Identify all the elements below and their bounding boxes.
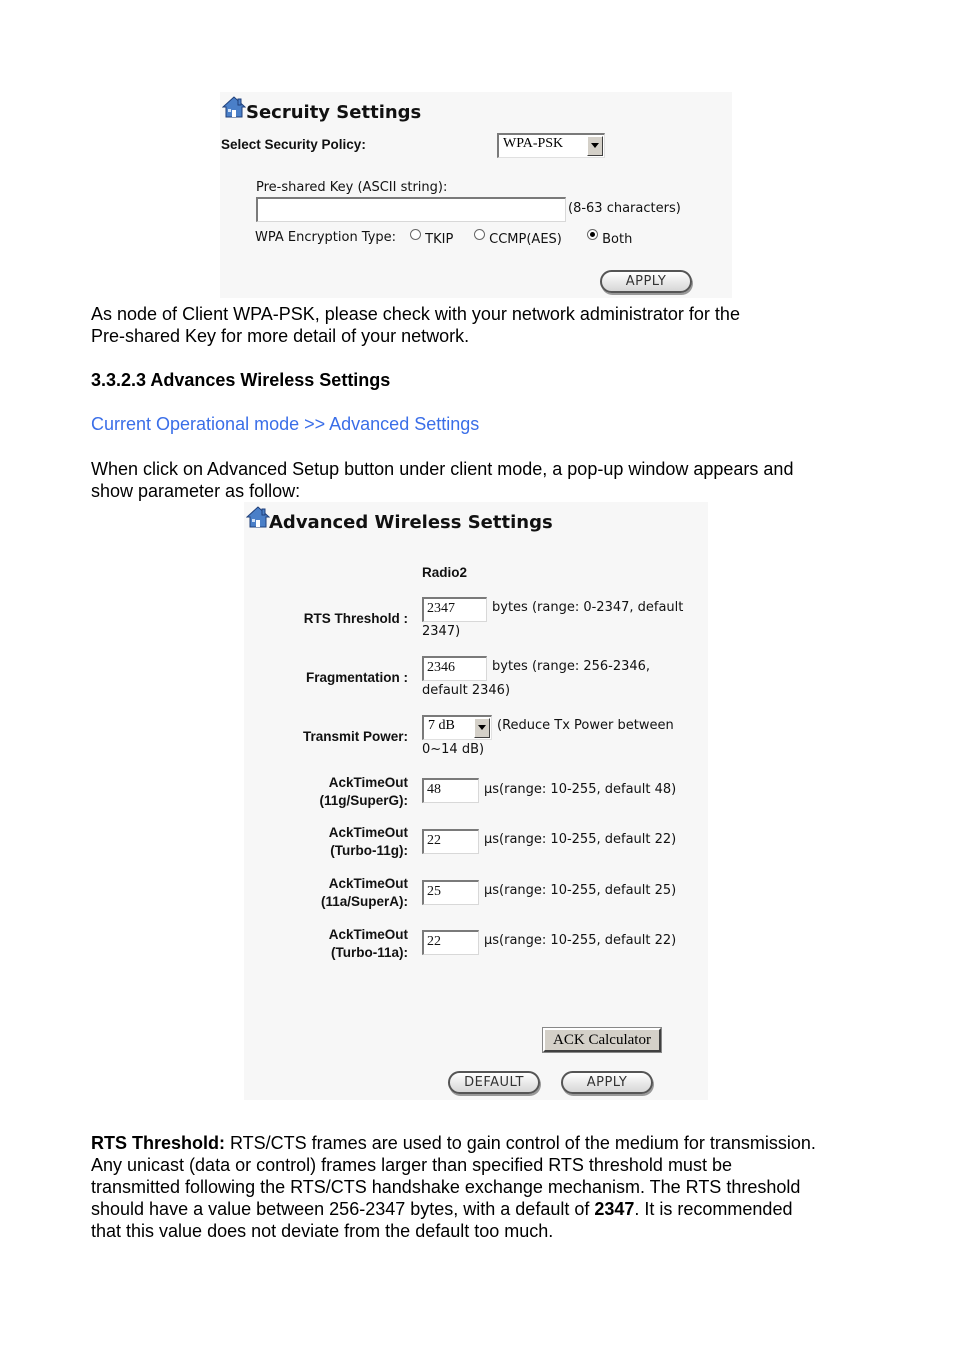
ack-calculator-button[interactable]: ACK Calculator bbox=[543, 1028, 661, 1052]
label-line: (11g/SuperG): bbox=[319, 793, 408, 808]
label-line: (Turbo-11g): bbox=[330, 843, 408, 858]
acktimeout-turbo11a-input[interactable]: 22 bbox=[422, 930, 479, 955]
transmit-power-label: Transmit Power: bbox=[302, 729, 408, 744]
paragraph-line: As node of Client WPA-PSK, please check with your network administrator for the bbox=[91, 304, 740, 324]
paragraph-line bbox=[91, 1132, 891, 1154]
security-settings-panel bbox=[220, 92, 732, 298]
acktimeout-turbo11g-input[interactable]: 22 bbox=[422, 829, 479, 854]
fragmentation-hint-cont: default 2346) bbox=[422, 683, 511, 698]
rts-threshold-paragraph bbox=[91, 1132, 891, 1242]
paragraph-line: that this value does not deviate from the default too much. bbox=[91, 1221, 554, 1241]
section-heading: 3.3.2.3 Advances Wireless Settings bbox=[91, 370, 391, 390]
rts-threshold-hint: bytes (range: 0-2347, default bbox=[492, 600, 684, 615]
paragraph-text: . It is recommended bbox=[634, 1199, 793, 1219]
wpa-psk-paragraph bbox=[91, 303, 871, 347]
acktimeout-11g-input[interactable]: 48 bbox=[422, 778, 479, 803]
label-line: (11a/SuperA): bbox=[320, 894, 408, 909]
label-line: AckTimeOut bbox=[328, 876, 408, 891]
paragraph-line: When click on Advanced Setup button under client mode, a pop-up window appears and bbox=[91, 459, 794, 479]
acktimeout-11a-hint: μs(range: 10-255, default 25) bbox=[484, 883, 677, 898]
radio-column-header: Radio2 bbox=[422, 565, 468, 580]
advanced-intro-paragraph bbox=[91, 458, 871, 502]
encryption-option-ccmp[interactable] bbox=[474, 229, 562, 247]
encryption-option-both[interactable] bbox=[587, 229, 632, 247]
transmit-power-value: 7 dB bbox=[428, 718, 455, 733]
radio-icon[interactable] bbox=[410, 229, 421, 240]
fragmentation-hint: bytes (range: 256-2346, bbox=[492, 659, 651, 674]
encryption-option-label: Both bbox=[602, 232, 633, 247]
nav-path-link[interactable]: Current Operational mode >> Advanced Settings bbox=[91, 414, 480, 434]
chevron-down-icon[interactable] bbox=[587, 136, 603, 156]
acktimeout-11a-input[interactable]: 25 bbox=[422, 880, 479, 905]
psk-hint: (8-63 characters) bbox=[568, 201, 681, 216]
security-policy-select[interactable] bbox=[497, 133, 605, 158]
rts-threshold-input[interactable]: 2347 bbox=[422, 597, 487, 622]
acktimeout-11g-label bbox=[264, 774, 408, 810]
default-button[interactable]: DEFAULT bbox=[448, 1071, 540, 1094]
radio-selected-icon[interactable] bbox=[587, 229, 598, 240]
paragraph-line: show parameter as follow: bbox=[91, 481, 301, 501]
paragraph-line bbox=[91, 1198, 891, 1220]
advanced-wireless-title: Advanced Wireless Settings bbox=[269, 512, 553, 533]
paragraph-line: Any unicast (data or control) frames larger than specified RTS threshold must be bbox=[91, 1155, 732, 1175]
acktimeout-turbo11a-label bbox=[264, 926, 408, 962]
label-line: AckTimeOut bbox=[328, 775, 408, 790]
label-line: (Turbo-11a): bbox=[331, 945, 408, 960]
encryption-type-label: WPA Encryption Type: bbox=[255, 230, 397, 245]
rts-threshold-hint-cont: 2347) bbox=[422, 624, 461, 639]
encryption-option-tkip[interactable] bbox=[410, 229, 453, 247]
security-settings-title: Secruity Settings bbox=[246, 102, 422, 123]
encryption-option-label: CCMP(AES) bbox=[489, 232, 562, 247]
security-policy-value: WPA-PSK bbox=[503, 136, 564, 151]
default-value-bold: 2347 bbox=[594, 1199, 635, 1219]
paragraph-line: Pre-shared Key for more detail of your network. bbox=[91, 326, 470, 346]
rts-threshold-label: RTS Threshold : bbox=[303, 611, 408, 626]
transmit-power-hint-cont: 0~14 dB) bbox=[422, 742, 485, 757]
paragraph-text: should have a value between 256-2347 bytes, with a default of bbox=[91, 1199, 595, 1219]
acktimeout-11g-hint: μs(range: 10-255, default 48) bbox=[484, 782, 677, 797]
chevron-down-icon[interactable] bbox=[474, 718, 490, 738]
acktimeout-turbo11g-label bbox=[264, 824, 408, 860]
advanced-apply-button[interactable]: APPLY bbox=[561, 1071, 653, 1094]
paragraph-text: RTS/CTS frames are used to gain control of the medium for transmission. bbox=[225, 1133, 816, 1153]
transmit-power-hint: (Reduce Tx Power between bbox=[497, 718, 674, 733]
security-apply-button[interactable]: APPLY bbox=[600, 270, 692, 293]
transmit-power-select[interactable] bbox=[422, 715, 492, 740]
paragraph-line: transmitted following the RTS/CTS handshake exchange mechanism. The RTS threshold bbox=[91, 1177, 801, 1197]
label-line: AckTimeOut bbox=[328, 927, 408, 942]
advanced-wireless-panel bbox=[244, 502, 708, 1100]
acktimeout-turbo11g-hint: μs(range: 10-255, default 22) bbox=[484, 832, 677, 847]
psk-label: Pre-shared Key (ASCII string): bbox=[256, 180, 448, 195]
label-line: AckTimeOut bbox=[328, 825, 408, 840]
security-policy-label: Select Security Policy: bbox=[221, 137, 366, 152]
home-icon bbox=[246, 506, 270, 528]
encryption-option-label: TKIP bbox=[425, 232, 454, 247]
fragmentation-label: Fragmentation : bbox=[305, 670, 408, 685]
radio-icon[interactable] bbox=[474, 229, 485, 240]
rts-term: RTS Threshold: bbox=[91, 1133, 225, 1153]
acktimeout-turbo11a-hint: μs(range: 10-255, default 22) bbox=[484, 933, 677, 948]
fragmentation-input[interactable]: 2346 bbox=[422, 656, 487, 681]
acktimeout-11a-label bbox=[264, 875, 408, 911]
home-icon bbox=[222, 96, 246, 118]
psk-input[interactable] bbox=[256, 197, 566, 222]
